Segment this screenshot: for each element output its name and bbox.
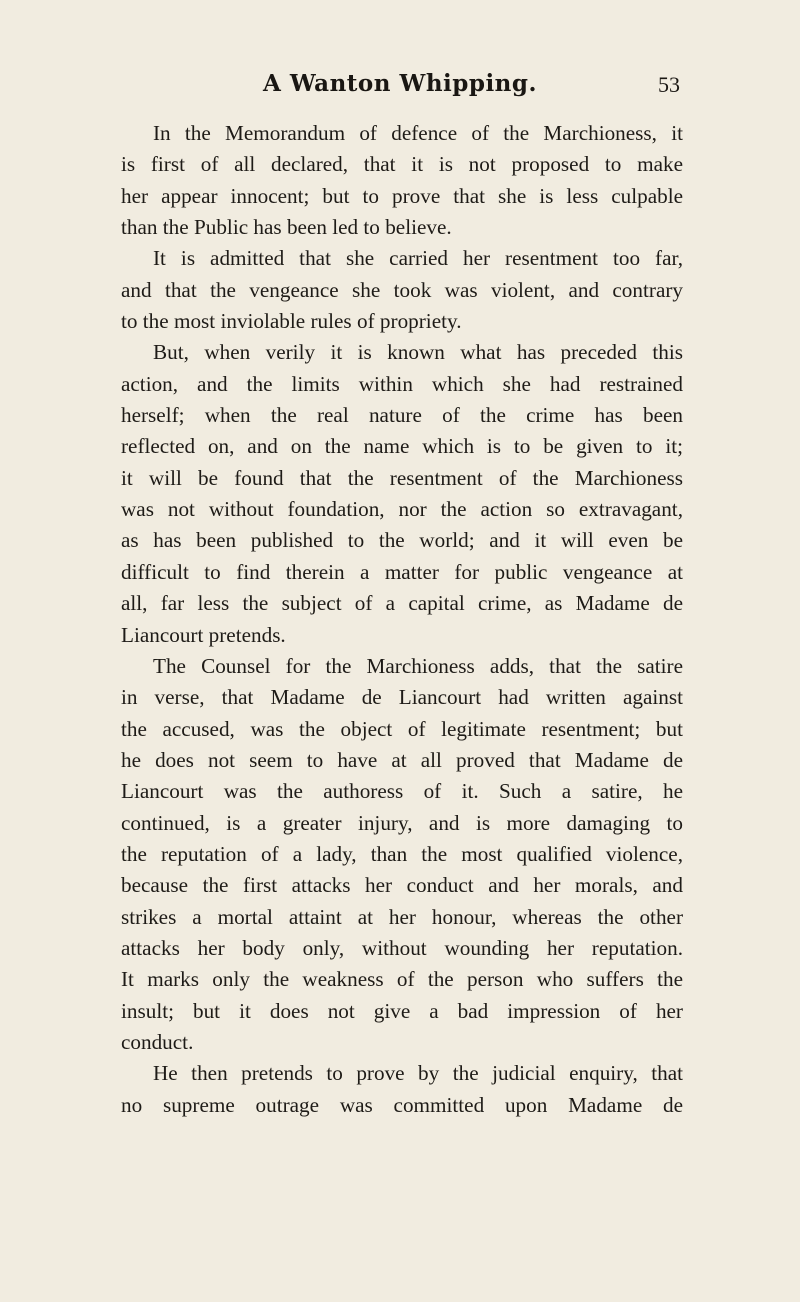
text-line: Liancourt was the authoress of it. Such a satire, he [121,779,683,804]
text-line: action, and the limits within which she had restrained [121,371,683,396]
text-line: was not without foundation, nor the action so extravagant, [121,497,683,522]
running-head [120,70,680,110]
text-line: reflected on, and on the name which is to be given to it; [121,434,683,459]
text-line: Liancourt pretends. [121,622,286,647]
text-line: In the Memorandum of defence of the Marchioness, it [153,121,683,145]
text-line: because the first attacks her conduct and her morals, and [121,873,683,898]
text-line: to the most inviolable rules of propriety. [121,309,462,334]
text-line: and that the vengeance she took was violent, and contrary [121,277,683,302]
text-line: It is admitted that she carried her resentment too far, [153,246,683,271]
text-line: insult; but it does not give a bad impression of her [121,998,683,1023]
text-line: conduct. [121,1029,194,1054]
text-line: continued, is a greater injury, and is more damaging to [121,810,683,835]
text-line: he does not seem to have at all proved that Madame de [121,747,683,772]
page-number: 53 [658,72,680,97]
text-line: herself; when the real nature of the crime has been [121,403,683,428]
text-line: The Counsel for the Marchioness adds, that the satire [153,653,683,678]
text-line: the reputation of a lady, than the most qualified violence, [121,841,683,866]
text-line: difficult to find therein a matter for public vengeance at [121,559,683,584]
running-title: A Wanton Whipping. [262,70,537,97]
text-line: But, when verily it is known what has preceded this [153,340,683,365]
text-line: attacks her body only, without wounding her reputation. [121,935,683,960]
text-line: it will be found that the resentment of the Marchioness [121,465,683,490]
text-line: It marks only the weakness of the person who suffers the [121,967,683,992]
text-line: He then pretends to prove by the judicial enquiry, that [153,1061,683,1086]
text-line: all, far less the subject of a capital crime, as Madame de [121,591,683,616]
text-line: as has been published to the world; and it will even be [121,528,683,553]
text-line: the accused, was the object of legitimate resentment; but [121,716,683,741]
text-line: strikes a mortal attaint at her honour, whereas the other [121,904,683,929]
text-line: no supreme outrage was committed upon Madame de [121,1092,683,1117]
text-line: is first of all declared, that it is not proposed to make [121,152,683,177]
body-text [121,118,683,1121]
text-line: in verse, that Madame de Liancourt had written against [121,685,683,710]
text-line: than the Public has been led to believe. [121,215,452,240]
text-line: her appear innocent; but to prove that she is less culpable [121,183,683,208]
